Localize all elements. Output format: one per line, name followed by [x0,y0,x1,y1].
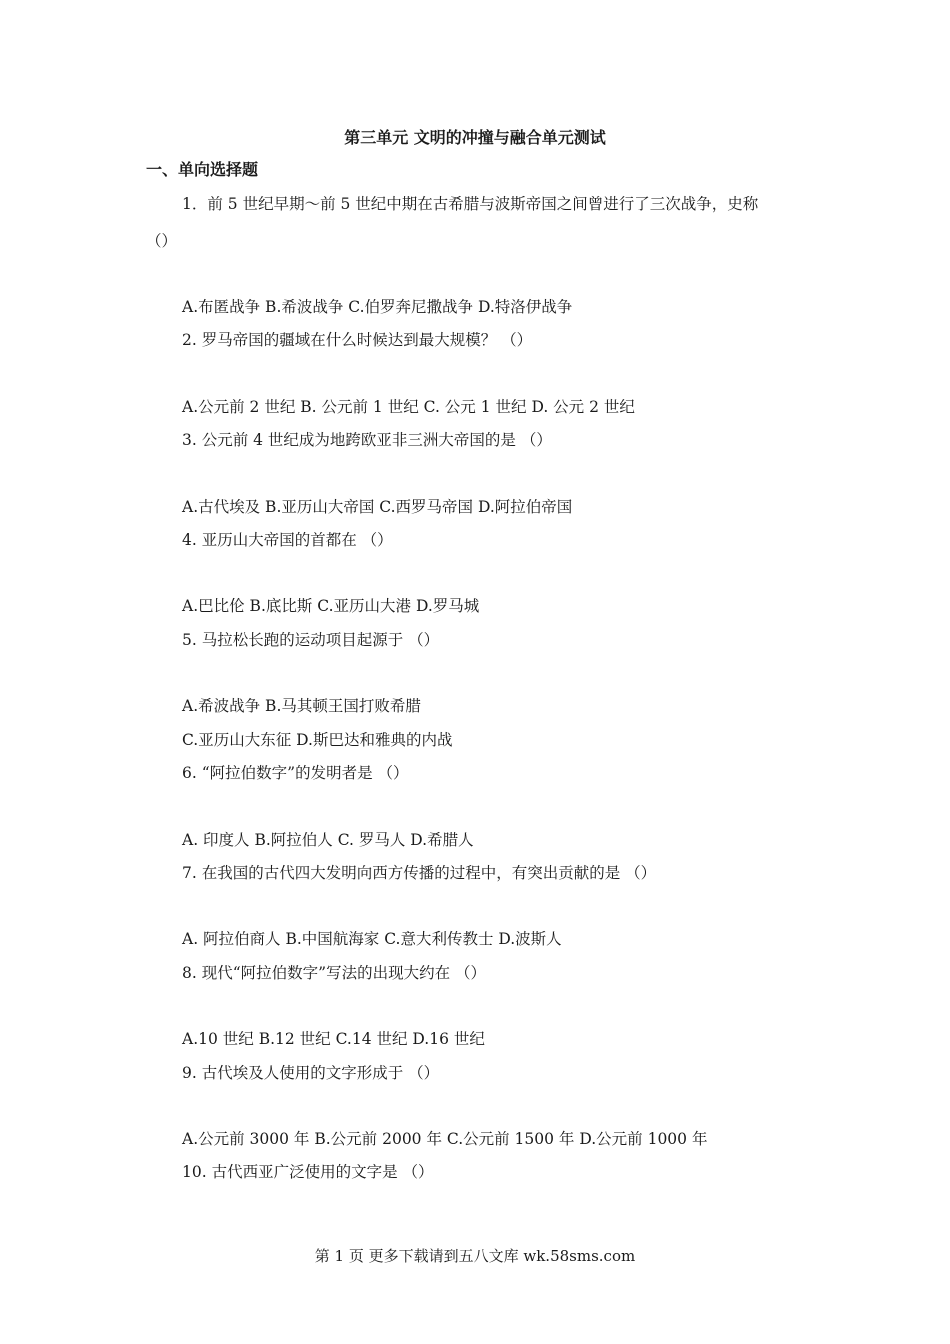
question-10-stem: 10. 古代西亚广泛使用的文字是 （） [182,1163,434,1181]
question-9-stem: 9. 古代埃及人使用的文字形成于 （） [182,1064,440,1082]
page-footer: 第 1 页 更多下载请到五八文库 wk.58sms.com [314,1247,636,1265]
question-8-stem: 8. 现代“阿拉伯数字”写法的出现大约在 （） [182,964,486,982]
question-2-stem: 2. 罗马帝国的疆域在什么时候达到最大规模？ （） [182,331,533,349]
section-heading: 一、单向选择题 [146,160,259,179]
question-2-options: A.公元前 2 世纪 B. 公元前 1 世纪 C. 公元 1 世纪 D. 公元 2 世纪 [182,398,635,416]
question-6-stem: 6. “阿拉伯数字”的发明者是 （） [182,764,409,782]
question-9-options: A.公元前 3000 年 B.公元前 2000 年 C.公元前 1500 年 D.公元前 1000 年 [182,1130,708,1148]
question-6-options: A. 印度人 B.阿拉伯人 C. 罗马人 D.希腊人 [182,831,474,849]
question-7-options: A. 阿拉伯商人 B.中国航海家 C.意大利传教士 D.波斯人 [182,930,562,948]
question-3-stem: 3. 公元前 4 世纪成为地跨欧亚非三洲大帝国的是 （） [182,431,552,449]
question-1-stem: 1．前 5 世纪早期～前 5 世纪中期在古希腊与波斯帝国之间曾进行了三次战争，史称 [182,195,759,213]
question-4-options: A.巴比伦 B.底比斯 C.亚历山大港 D.罗马城 [182,597,480,615]
document-title: 第三单元 文明的冲撞与融合单元测试 [344,128,606,147]
question-7-stem: 7. 在我国的古代四大发明向西方传播的过程中，有突出贡献的是 （） [182,864,657,882]
question-4-stem: 4. 亚历山大帝国的首都在 （） [182,531,393,549]
question-1-options: A.布匿战争 B.希波战争 C.伯罗奔尼撒战争 D.特洛伊战争 [182,298,573,316]
question-1-stem-continued: （） [146,232,178,250]
question-8-options: A.10 世纪 B.12 世纪 C.14 世纪 D.16 世纪 [182,1030,485,1048]
question-5-options-line2: C.亚历山大东征 D.斯巴达和雅典的内战 [182,731,453,749]
question-3-options: A.古代埃及 B.亚历山大帝国 C.西罗马帝国 D.阿拉伯帝国 [182,498,573,516]
question-5-options-line1: A.希波战争 B.马其顿王国打败希腊 [182,697,421,715]
question-5-stem: 5. 马拉松长跑的运动项目起源于 （） [182,631,440,649]
